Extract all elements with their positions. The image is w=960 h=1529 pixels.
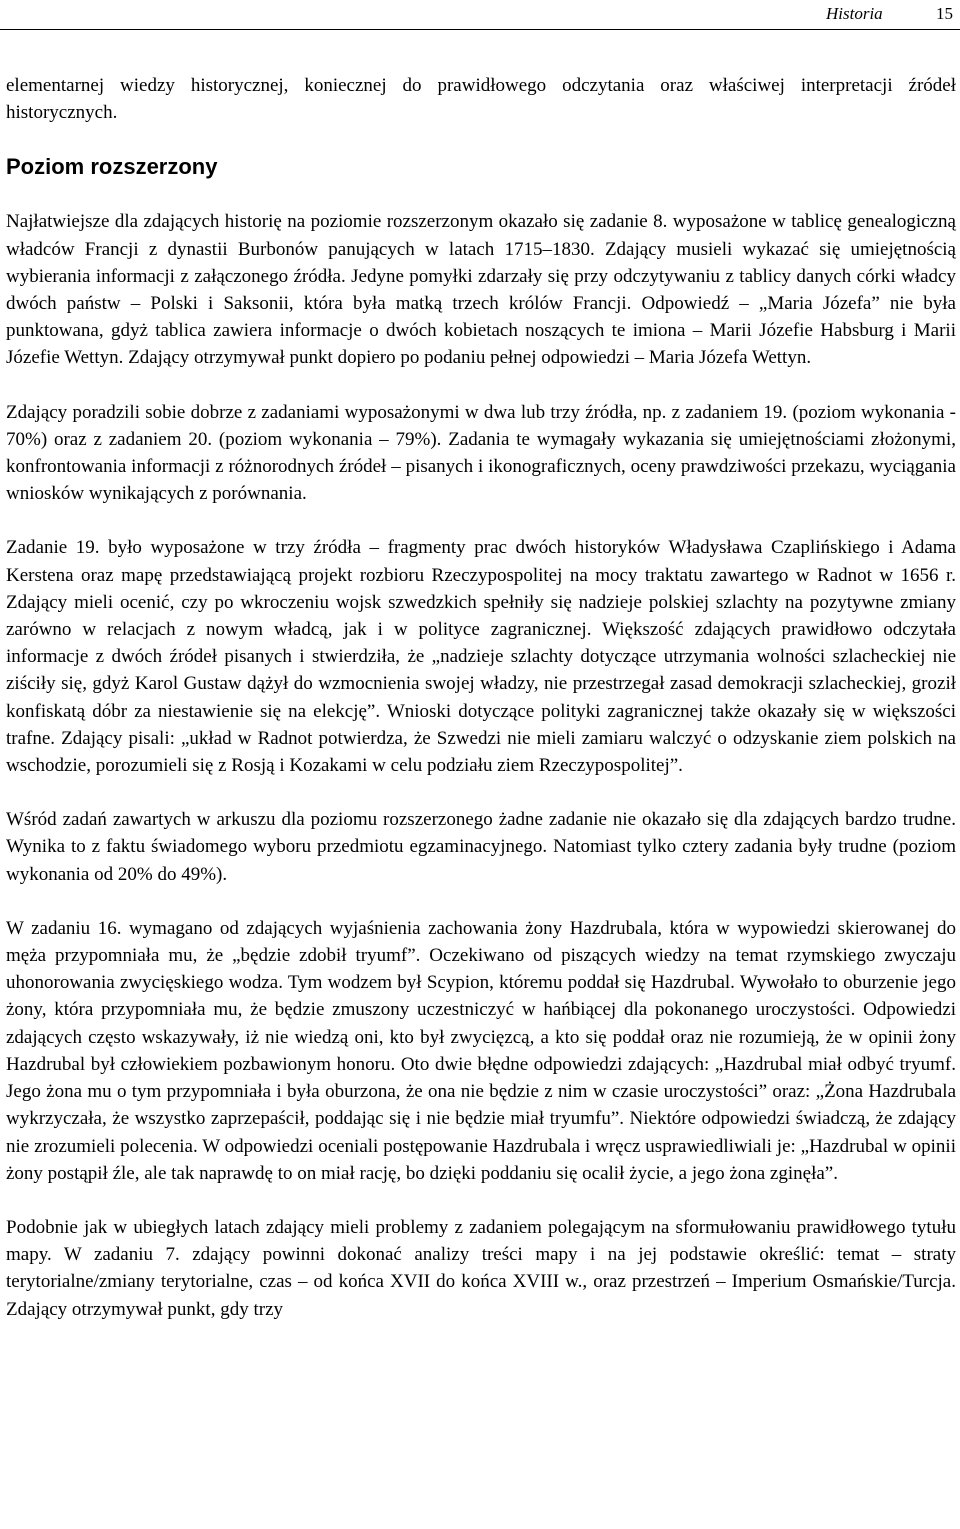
paragraph-task-7: Podobnie jak w ubiegłych latach zdający mieli problemy z zadaniem polegającym na sformułowaniu prawidłowego tytułu mapy. W zadaniu 7. zdający powinni dokonać analizy treści mapy i na jej podstawie określić: temat – straty terytorialne/zmiany terytorialne, czas – od końca XVII do końca XVIII w., oraz przestrzeń – Imperium Osmańskie/Turcja. Zdający otrzymywał punkt, gdy trzy: [6, 1216, 956, 1320]
paragraph-task-8: Najłatwiejsze dla zdających historię na poziomie rozszerzonym okazało się zadanie 8. wyposażone w tablicę genealogiczną władców Francji z dynastii Burbonów panujących w latach 1715–1830. Zdający musieli wykazać się umiejętnością wybierania informacji z załączonego źródła. Jedyne pomyłki zdarzały się przy odczytywaniu z tablicy danych córki władcy dwóch państw – Polski i Saksonii, która była matką trzech królów Francji. Odpowiedź – „Maria Józefa” nie była punktowana, gdyż tablica zawiera informacje o dwóch kobietach noszących te imiona – Marii Józefie Habsburg i Marii Józefie Wettyn. Zdający otrzymywał punkt dopiero po podaniu pełnej odpowiedzi – Maria Józefa Wettyn.: [6, 211, 956, 369]
running-title: Historia: [826, 4, 883, 23]
header-divider: [0, 29, 960, 30]
paragraph-intro-continuation: elementarnej wiedzy historycznej, koniecznej do prawidłowego odczytania oraz właściwej interpretacji źródeł historycznych.: [6, 75, 956, 124]
paragraph-task-19: Zadanie 19. było wyposażone w trzy źródła – fragmenty prac dwóch historyków Władysława Czaplińskiego i Adama Kerstena oraz mapę przedstawiającą projekt rozbioru Rzeczypospolitej na mocy traktatu zawartego w Radnot w 1656 r. Zdający mieli ocenić, czy po wkroczeniu wojsk szwedzkich spełniły się nadzieje polskiej szlachty na pozytywne zmiany zarówno w relacjach z nowym władcą, jak i w polityce zagranicznej. Większość zdających prawidłowo odczytała informacje z dwóch źródeł pisanych i stwierdziła, że „nadzieje szlachty dotyczące utrzymania wolności szlacheckiej nie ziściły się, gdyż Karol Gustaw dążył do wzmocnienia swojej władzy, nie przestrzegał zasad demokracji szlacheckiej, groził konfiskatą dóbr za niestawienie się na elekcję”. Wnioski dotyczące polityki zagranicznej także okazały się w większości trafne. Zdający pisali: „układ w Radnot potwierdza, że Szwedzi nie mieli zamiaru walczyć o odzyskanie ziem polskich na wschodzie, porozumieli się z Rosją i Kozakami w celu podziału ziem Rzeczypospolitej”.: [6, 537, 956, 777]
paragraph-tasks-19-20: Zdający poradzili sobie dobrze z zadaniami wyposażonymi w dwa lub trzy źródła, np. z zadaniem 19. (poziom wykonania - 70%) oraz z zadaniem 20. (poziom wykonania – 79%). Zadania te wymagały wykazania się umiejętnościami złożonymi, konfrontowania informacji z różnorodnych źródeł – pisanych i ikonograficznych, oceny prawdziwości przekazu, wyciągania wniosków wynikających z porównania.: [6, 401, 956, 505]
page-number: 15: [936, 4, 953, 23]
page-header: [0, 0, 960, 26]
paragraph-task-16: W zadaniu 16. wymagano od zdających wyjaśnienia zachowania żony Hazdrubala, która w wypowiedzi skierowanej do męża przypomniała mu, że „będzie zdobił tryumf”. Oczekiwano od piszących wiedzy na temat rzymskiego zwyczaju uhonorowania zwycięskiego wodza. Tym wodzem był Scypion, któremu poddał się Hazdrubal. Wywołało to oburzenie jego żony, która przypomniała mu, że będzie zmuszony uczestniczyć w hańbiącej dla pokonanego uroczystości. Odpowiedzi zdających często wskazywały, iż nie wiedzą oni, kto był zwycięzcą, a kto się poddał oraz nie rozumieją, że w opinii żony Hazdrubal był człowiekiem pozbawionym honoru. Oto dwie błędne odpowiedzi zdających: „Hazdrubal miał odbyć tryumf. Jego żona mu o tym przypomniała i była oburzona, że ona nie będzie z nim w czasie uroczystości” oraz: „Żona Hazdrubala wykrzyczała, że wszystko zaprzepaścił, poddając się i nie będzie miał tryumfu”. Niektóre odpowiedzi świadczą, że zdający nie zrozumieli polecenia. W odpowiedzi oceniali postępowanie Hazdrubala i wręcz usprawiedliwiali je: „Hazdrubal w opinii żony postąpił źle, ale tak naprawdę to on miał rację, bo dzięki poddaniu się ocalił życie, a jego żona zginęła”.: [6, 917, 956, 1184]
paragraph-difficulty: Wśród zadań zawartych w arkuszu dla poziomu rozszerzonego żadne zadanie nie okazało się dla zdających bardzo trudne. Wynika to z faktu świadomego wyboru przedmiotu egzaminacyjnego. Natomiast tylko cztery zadania były trudne (poziom wykonania od 20% do 49%).: [6, 809, 956, 885]
document-body: [6, 72, 956, 1323]
section-heading: Poziom rozszerzony: [6, 154, 218, 180]
